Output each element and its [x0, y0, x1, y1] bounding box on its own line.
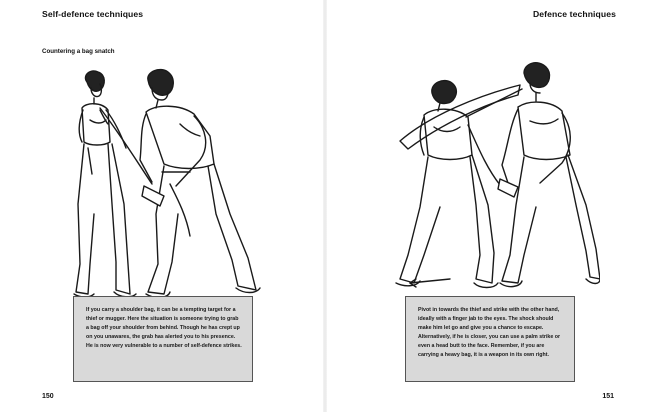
finger-jab-counter-illustration [390, 55, 600, 300]
man-figure [140, 70, 260, 298]
caption-box: Pivot in towards the thief and strike with the other hand, ideally with a finger jab to the eyes. The shock should make him let go and give you a chance to escape. Alternatively, if he is closer, you can use a palm strike or even a head butt to the face. Remember, if you are carrying a heavy bag, it is a weapon in its own right. [405, 296, 575, 382]
page-number: 151 [602, 393, 614, 400]
section-heading: Countering a bag snatch [42, 48, 115, 55]
running-head: Self-defence techniques [42, 9, 144, 19]
caption-box: If you carry a shoulder bag, it can be a tempting target for a thief or mugger. Here the situation is someone trying to grab a bag off your shoulder from behind. Though he has crept up on you unawares, the grab has alerted you to his presence. He is now very vulnerable to a number of self-defence strikes. [73, 296, 253, 382]
motion-arrow [400, 85, 520, 149]
page-number: 150 [42, 393, 54, 400]
right-page [325, 0, 650, 412]
bag-snatch-illustration [60, 64, 265, 304]
running-head: Defence techniques [533, 9, 616, 19]
woman-figure [74, 71, 136, 297]
